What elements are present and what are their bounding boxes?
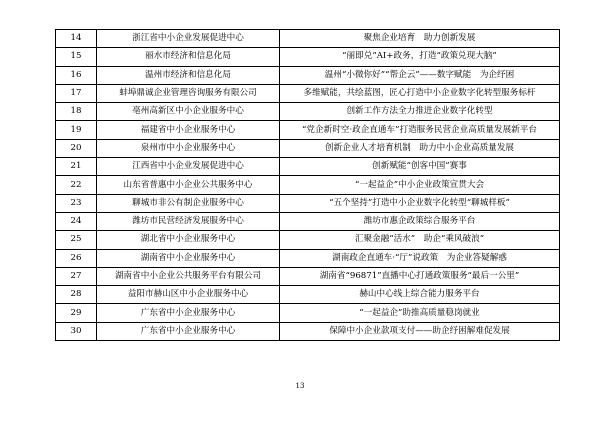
table-row [56,84,560,102]
case-title: 温州“小微你好”“帮企云”——数字赋能 为企纾困 [280,66,560,84]
table-row [56,176,560,194]
case-title: 赫山中心线上综合能力服务平台 [280,286,560,304]
table-row [56,139,560,157]
row-number: 22 [56,176,97,194]
table-row [56,212,560,230]
unit-name: 亳州高新区中小企业服务中心 [97,103,280,121]
unit-name: 湖北省中小企业服务中心 [97,231,280,249]
case-title: “一起益企”助推高质量稳岗就业 [280,304,560,322]
row-number: 19 [56,121,97,139]
row-number: 15 [56,48,97,66]
row-number: 29 [56,304,97,322]
unit-name: 湖南省中小企业公共服务平台有限公司 [97,267,280,285]
row-number: 27 [56,267,97,285]
row-number: 23 [56,194,97,212]
unit-name: 浙江省中小企业发展促进中心 [97,30,280,48]
case-title: 湖南省“96871”直播中心打通政策服务“最后一公里” [280,267,560,285]
case-title: 保障中小企业款项支付——助企纾困解难促发展 [280,322,560,340]
table-row [56,194,560,212]
table-row [56,322,560,340]
unit-name: 山东省普惠中小企业公共服务中心 [97,176,280,194]
row-number: 24 [56,212,97,230]
unit-name: 福建省中小企业服务中心 [97,121,280,139]
table-row [56,103,560,121]
table-row [56,304,560,322]
row-number: 28 [56,286,97,304]
unit-name: 温州市经济和信息化局 [97,66,280,84]
table-row [56,231,560,249]
row-number: 21 [56,158,97,176]
row-number: 20 [56,139,97,157]
unit-name: 江西省中小企业发展促进中心 [97,158,280,176]
row-number: 25 [56,231,97,249]
row-number: 16 [56,66,97,84]
case-list-body [56,30,560,341]
case-title: “五个坚持”打造中小企业数字化转型“聊城样板” [280,194,560,212]
table-row [56,30,560,48]
page-number: 13 [295,382,305,390]
table-row [56,249,560,267]
case-title: 创新工作方法全力推进企业数字化转型 [280,103,560,121]
unit-name: 聊城市非公有制企业服务中心 [97,194,280,212]
row-number: 18 [56,103,97,121]
case-title: 汇聚金融“活水” 助企“乘风破浪” [280,231,560,249]
unit-name: 潍坊市民营经济发展服务中心 [97,212,280,230]
row-number: 17 [56,84,97,102]
table-row [56,48,560,66]
case-list-table [55,29,560,341]
case-title: “党企新时空·政企直通车”打造服务民营企业高质量发展新平台 [280,121,560,139]
case-title: 创新企业人才培育机制 助力中小企业高质量发展 [280,139,560,157]
unit-name: 广东省中小企业服务中心 [97,322,280,340]
unit-name: 广东省中小企业服务中心 [97,304,280,322]
case-title: 创新赋能“创客中国”赛事 [280,158,560,176]
case-title: 聚焦企业培育 助力创新发展 [280,30,560,48]
unit-name: 湖南省中小企业服务中心 [97,249,280,267]
unit-name: 蚌埠鼎诚企业管理咨询服务有限公司 [97,84,280,102]
row-number: 26 [56,249,97,267]
unit-name: 丽水市经济和信息化局 [97,48,280,66]
case-title: “一起益企”中小企业政策宣贯大会 [280,176,560,194]
table-row [56,286,560,304]
table-row [56,121,560,139]
case-title: 湖南政企直通车·“厅”说政策 为企业答疑解惑 [280,249,560,267]
unit-name: 泉州市中小企业服务中心 [97,139,280,157]
row-number: 30 [56,322,97,340]
table-row [56,158,560,176]
case-title: 潍坊市惠企政策综合服务平台 [280,212,560,230]
table-row [56,66,560,84]
case-title: “丽即兑”AI+政务，打造“政策兑现大脑” [280,48,560,66]
case-title: 多维赋能，共绘蓝图，匠心打造中小企业数字化转型服务标杆 [280,84,560,102]
row-number: 14 [56,30,97,48]
unit-name: 益阳市赫山区中小企业服务中心 [97,286,280,304]
table-row [56,267,560,285]
